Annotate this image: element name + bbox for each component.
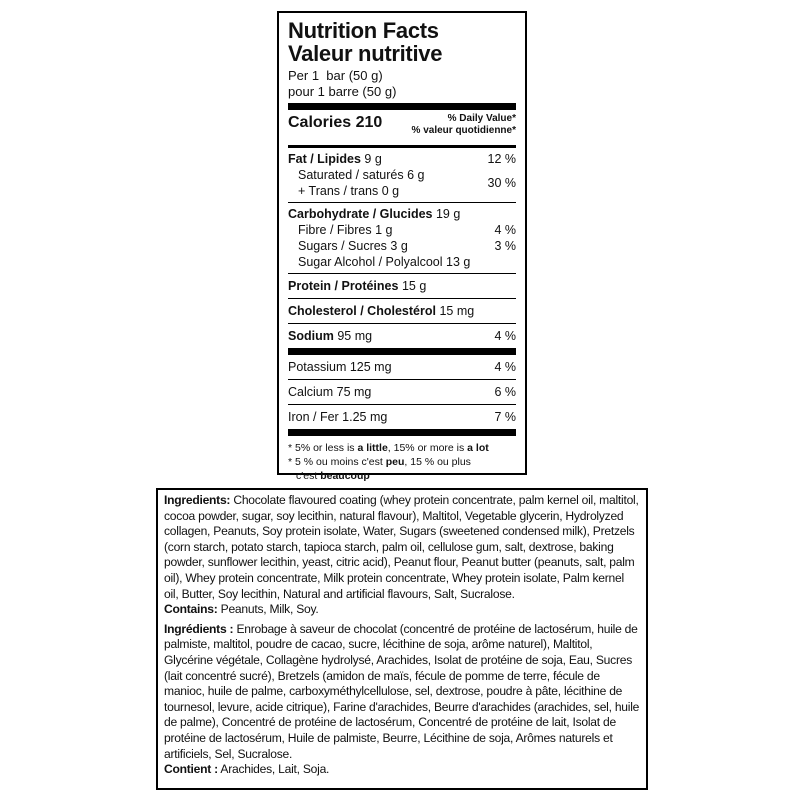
- calcium-dv: 6 %: [494, 385, 516, 399]
- fibre-name: Fibre / Fibres 1 g: [298, 223, 393, 237]
- saturated-row: [288, 167, 516, 183]
- ingredients-en-text: Chocolate flavoured coating (whey protein concentrate, palm kernel oil, maltitol, cocoa powder, sugar, soy lecithin, natural flavour), Maltitol, Vegetable glycerin, Hydrolyzed collagen, Peanuts, Soy protein isolate, Water, Sugars (sweetened condensed milk), Pretzels (corn starch, potato starch, tapioca starch, palm oil, cellulose gum, salt, dextrose, baking powder, sunflower lecithin, yeast, citric acid), Peanut flour, Peanut butter (peanuts, salt, palm oil), Whey protein concentrate, Milk protein concentrate, Whey protein isolate, Palm kernel oil, Butter, Soy lecithin, Natural and artificial flavours, Salt, Sucralose.: [164, 493, 639, 601]
- cholesterol-amount: 15 mg: [439, 304, 475, 318]
- trans-name: + Trans / trans 0 g: [298, 184, 400, 198]
- footnote-fr-beaucoup: beaucoup: [320, 470, 370, 482]
- contains-fr-label: Contient :: [164, 762, 218, 777]
- sodium-amount: 95 mg: [337, 329, 373, 343]
- sugars-row: [288, 238, 516, 254]
- footnote-fr-text: * 5 % ou moins c'est: [288, 456, 386, 468]
- protein-amount: 15 g: [401, 279, 427, 293]
- potassium-row: [288, 355, 516, 379]
- contains-fr-text: Arachides, Lait, Soja.: [217, 762, 330, 777]
- serving-size-fr: pour 1 barre (50 g): [288, 84, 397, 99]
- divider-thick: [288, 348, 516, 355]
- cholesterol-row: [288, 299, 516, 323]
- fat-dv: 12 %: [487, 152, 516, 166]
- calcium-row: [288, 380, 516, 404]
- dv-header-en: % Daily Value*: [447, 113, 516, 124]
- carb-name: Carbohydrate / Glucides: [288, 207, 433, 221]
- ingredients-en: [164, 493, 640, 602]
- ingredients-fr: [164, 622, 640, 762]
- fat-row: [288, 151, 516, 167]
- protein-row: [288, 274, 516, 298]
- ingredients-en-label: Ingredients:: [164, 493, 231, 507]
- sugar-alcohol-row: [288, 254, 516, 270]
- nutrition-title-en: Nutrition Facts: [288, 18, 439, 43]
- sodium-row: [288, 324, 516, 348]
- footnote-fr-line2: [288, 469, 516, 483]
- trans-dv: 30 %: [487, 176, 516, 190]
- footnote-en-text: , 15% or more is: [387, 442, 468, 454]
- footnote-fr: [288, 455, 516, 469]
- trans-row: [288, 176, 516, 199]
- ingredients-box: [156, 488, 648, 790]
- iron-dv: 7 %: [494, 410, 516, 424]
- footnote-fr-text: c'est: [296, 470, 321, 482]
- footnote-en-text: * 5% or less is: [288, 442, 358, 454]
- protein-name: Protein / Protéines: [288, 279, 399, 293]
- iron-name: Iron / Fer 1.25 mg: [288, 410, 388, 424]
- divider-thick: [288, 103, 516, 110]
- serving-size-en: Per 1 bar (50 g): [288, 68, 383, 83]
- nutrition-facts-table: [277, 11, 527, 482]
- fat-name: Fat / Lipides: [288, 152, 361, 166]
- fibre-dv: 4 %: [494, 223, 516, 237]
- footnote-en: [288, 441, 516, 455]
- sodium-dv: 4 %: [494, 329, 516, 343]
- fat-amount: 9 g: [364, 152, 382, 166]
- nutrition-title-fr: Valeur nutritive: [288, 41, 443, 66]
- calories-row: [288, 110, 516, 145]
- sugars-name: Sugars / Sucres 3 g: [298, 239, 408, 253]
- contains-en-label: Contains:: [164, 602, 218, 617]
- contains-fr: [164, 762, 640, 778]
- cholesterol-name: Cholesterol / Cholestérol: [288, 304, 436, 318]
- contains-en: [164, 602, 640, 618]
- calcium-name: Calcium 75 mg: [288, 385, 372, 399]
- daily-value-header: [412, 113, 516, 137]
- potassium-dv: 4 %: [494, 360, 516, 374]
- saturated-name: Saturated / saturés 6 g: [298, 168, 425, 182]
- iron-row: [288, 405, 516, 429]
- fibre-row: [288, 222, 516, 238]
- footnote-fr-peu: peu: [385, 456, 405, 468]
- contains-en-text: Peanuts, Milk, Soy.: [217, 602, 319, 617]
- carbohydrate-group: [288, 203, 516, 273]
- sodium-name: Sodium: [288, 329, 334, 343]
- fat-group: [288, 148, 516, 202]
- sugars-dv: 3 %: [494, 239, 516, 253]
- calories-label: Calories 210: [288, 114, 383, 131]
- divider-thick: [288, 429, 516, 436]
- footnote-en-lot: a lot: [467, 442, 489, 454]
- ingredients-fr-text: Enrobage à saveur de chocolat (concentré de protéine de lactosérum, huile de palmiste, maltitol, poudre de cacao, sucre, lécithine de soja, arôme naturel), Maltitol, Glycérine végétale, Collagène hydrolysé, Arachides, Isolat de protéine de soja, Eau, Sucres (lait concentré sucré), Bretzels (amidon de maïs, fécule de pomme de terre, fécule de manioc, huile de palme, carboxyméthylcellulose, sel, dextrose, poudre à pâte, lécithine de tournesol, levure, acide citrique), Farine d'arachides, Beurre d'arachides (arachides, sel, huile de palme), Concentré de protéine de lactosérum, Concentré de protéine de lait, Isolat de protéine de lactosérum, Huile de palmiste, Beurre, Lécithine de soja, Arômes naturels et artificiels, Sel, Sucralose.: [164, 621, 640, 761]
- carb-amount: 19 g: [435, 207, 461, 221]
- carb-row: [288, 206, 516, 222]
- dv-header-fr: % valeur quotidienne*: [411, 125, 516, 136]
- footnote-en-little: a little: [357, 442, 388, 454]
- footnote-fr-text: , 15 % ou plus: [404, 456, 471, 468]
- potassium-name: Potassium 125 mg: [288, 360, 392, 374]
- ingredients-fr-label: Ingrédients :: [164, 621, 234, 636]
- daily-value-footnote: [288, 436, 516, 483]
- sugar-alcohol-name: Sugar Alcohol / Polyalcool 13 g: [298, 255, 471, 269]
